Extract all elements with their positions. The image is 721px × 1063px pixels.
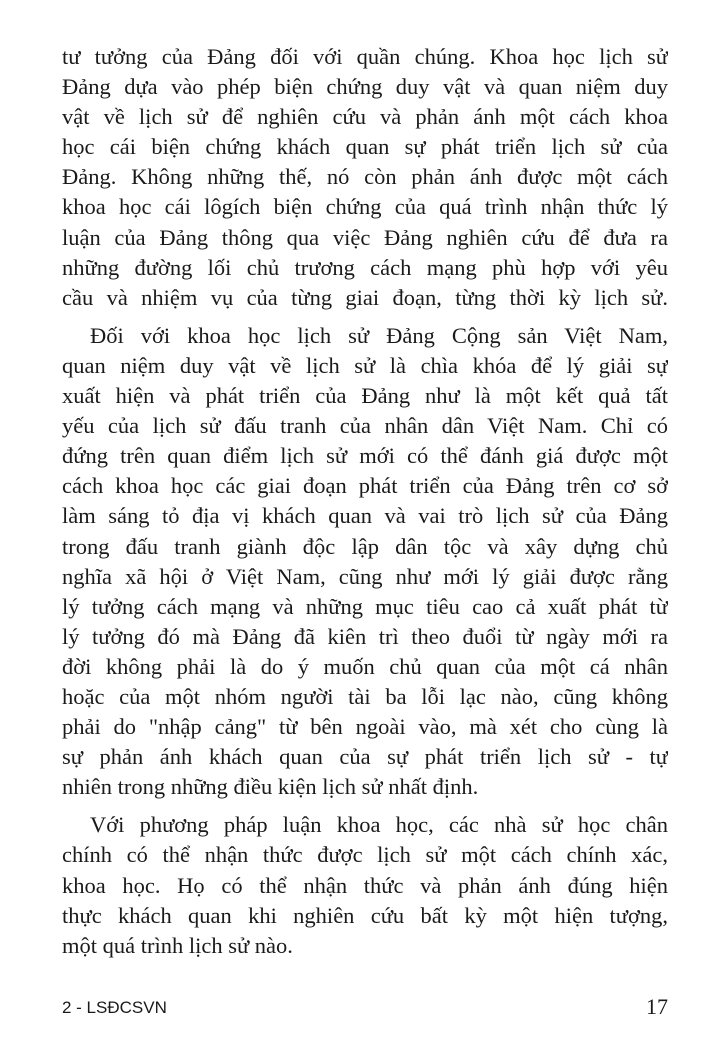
text-line: yếu của lịch sử đấu tranh của nhân dân Việt Nam. Chỉ có <box>62 413 668 439</box>
paragraph-gap <box>62 313 668 321</box>
text-line: hoặc của một nhóm người tài ba lỗi lạc nào, cũng không <box>62 683 668 709</box>
text-line: đứng trên quan điểm lịch sử mới có thể đánh giá được một <box>62 443 668 469</box>
text-line: tư tưởng của Đảng đối với quần chúng. Khoa học lịch sử <box>62 44 668 69</box>
footer-signature: 2 - LSĐCSVN <box>62 998 167 1017</box>
text-line: khoa học. Họ có thể nhận thức và phản ánh đúng hiện <box>62 872 668 898</box>
paragraph-3 <box>62 810 668 960</box>
text-line: sự phản ánh khách quan của sự phát triển lịch sử - tự <box>62 744 668 770</box>
paragraph-1 <box>62 42 668 313</box>
text-line: cách khoa học các giai đoạn phát triển của Đảng trên cơ sở <box>62 473 668 499</box>
text-line: khoa học cái lôgích biện chứng của quá trình nhận thức lý <box>62 194 668 220</box>
paragraph-2 <box>62 321 668 803</box>
page-number: 17 <box>646 994 668 1019</box>
text-line: Với phương pháp luận khoa học, các nhà sử học chân <box>90 812 668 838</box>
text-line: làm sáng tỏ địa vị khách quan và vai trò lịch sử của Đảng <box>62 503 668 529</box>
text-line: phải do "nhập cảng" từ bên ngoài vào, mà xét cho cùng là <box>62 714 668 740</box>
text-line: Đảng dựa vào phép biện chứng duy vật và quan niệm duy <box>62 74 668 100</box>
text-line: nhiên trong những điều kiện lịch sử nhất định. <box>62 774 479 800</box>
text-line: thực khách quan khi nghiên cứu bất kỳ một hiện tượng, <box>62 902 668 928</box>
text-line: Đối với khoa học lịch sử Đảng Cộng sản Việt Nam, <box>90 322 668 348</box>
text-line: học cái biện chứng khách quan sự phát triển lịch sử của <box>62 134 668 160</box>
text-line: lý tưởng cách mạng và những mục tiêu cao cả xuất phát từ <box>62 593 668 619</box>
text-line: quan niệm duy vật về lịch sử là chìa khóa để lý giải sự <box>62 352 668 378</box>
text-line: luận của Đảng thông qua việc Đảng nghiên cứu để đưa ra <box>62 224 668 250</box>
body-text <box>62 42 668 961</box>
text-line: lý tưởng đó mà Đảng đã kiên trì theo đuổi từ ngày mới ra <box>62 623 668 649</box>
text-line: vật về lịch sử để nghiên cứu và phản ánh một cách khoa <box>62 104 668 130</box>
text-line: những đường lối chủ trương cách mạng phù hợp với yêu <box>62 254 668 280</box>
text-line: đời không phải là do ý muốn chủ quan của một cá nhân <box>62 653 668 679</box>
text-line: nghĩa xã hội ở Việt Nam, cũng như mới lý giải được rằng <box>62 563 668 589</box>
text-line: cầu và nhiệm vụ của từng giai đoạn, từng thời kỳ lịch sử. <box>62 284 668 310</box>
text-line: xuất hiện và phát triển của Đảng như là một kết quả tất <box>62 383 668 409</box>
text-line: chính có thể nhận thức được lịch sử một cách chính xác, <box>62 842 668 868</box>
text-line: Đảng. Không những thế, nó còn phản ánh được một cách <box>62 164 668 190</box>
text-line: trong đấu tranh giành độc lập dân tộc và xây dựng chủ <box>62 533 668 559</box>
paragraph-gap <box>62 802 668 810</box>
text-line: một quá trình lịch sử nào. <box>62 932 293 958</box>
